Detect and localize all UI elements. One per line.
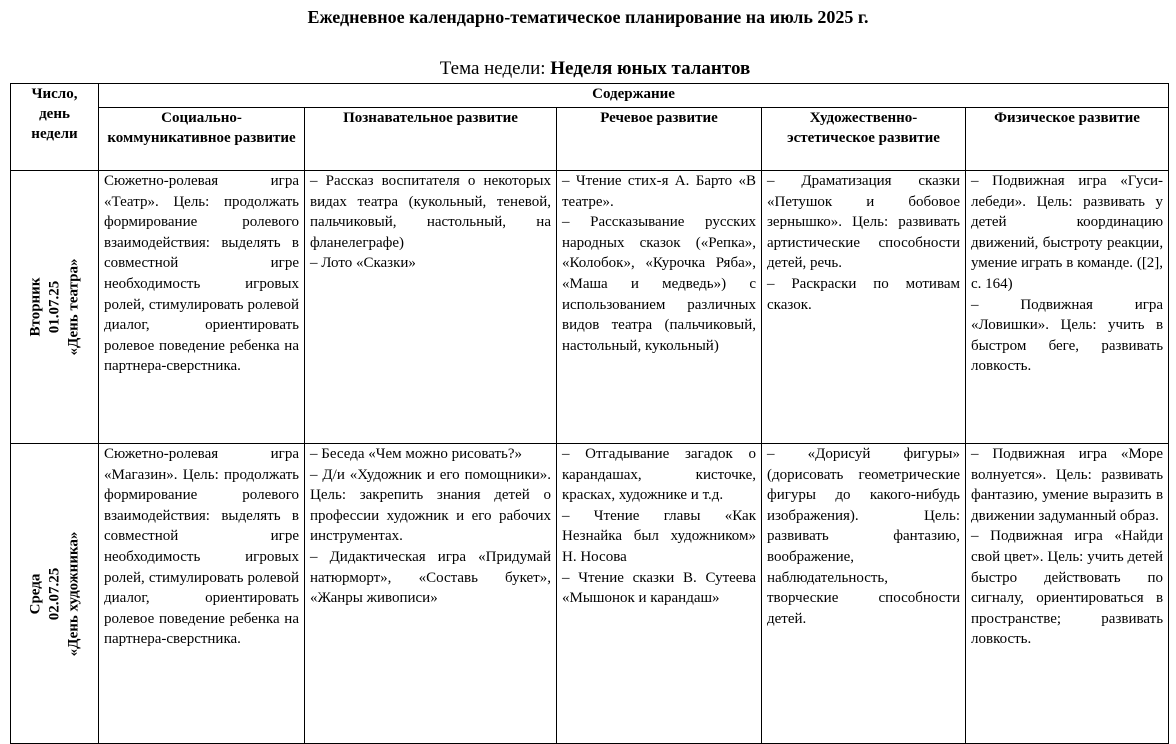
cell-physical <box>966 444 1169 744</box>
cell-paragraph: – Рассказ воспитателя о некоторых видах театра (кукольный, теневой, пальчиковый, настольный, на фланелеграфе) <box>310 173 551 251</box>
column-header-cognitive <box>305 108 557 171</box>
cell-social <box>99 444 305 744</box>
column-header-social <box>99 108 305 171</box>
cell-paragraph: – Подвижная игра «Море волнуется». Цель: развивать фантазию, умение выразить в движении задуманный образ. <box>971 446 1164 524</box>
cell-paragraph: – Беседа «Чем можно рисовать?» <box>310 446 523 462</box>
header-content-label: Содержание <box>592 86 675 102</box>
cell-art <box>762 171 966 444</box>
cell-paragraph: – Чтение главы «Как Незнайка был художником» Н. Носова <box>562 507 756 565</box>
cell-paragraph: – Чтение стих-я А. Барто «В театре». <box>562 173 756 210</box>
column-header-art <box>762 108 966 171</box>
cell-paragraph: – Подвижная игра «Найди свой цвет». Цель: учить детей быстро действовать по сигналу, ориентироваться в пространстве; развивать ловкость. <box>971 528 1164 648</box>
date-label <box>26 531 83 656</box>
cell-physical <box>966 171 1169 444</box>
header-content <box>99 84 1169 108</box>
header-date <box>11 84 99 171</box>
cell-paragraph: Сюжетно-ролевая игра «Магазин». Цель: продолжать формирование ролевого взаимодействия: выделять в совместной игре необходимость игровых ролей, стимулировать ролевой диалог, ориентировать ролевое поведение ребенка на партнера-сверстника. <box>104 446 299 648</box>
cell-cognitive <box>305 444 557 744</box>
cell-art <box>762 444 966 744</box>
table-row <box>11 444 1169 744</box>
cell-speech <box>557 171 762 444</box>
column-header-label: Физическое развитие <box>994 110 1140 126</box>
header-row-columns <box>11 108 1169 171</box>
column-header-label: Речевое развитие <box>600 110 718 126</box>
header-date-label: Число, день недели <box>31 86 78 142</box>
cell-paragraph: – Раскраски по мотивам сказок. <box>767 275 960 313</box>
week-theme-label: Тема недели: <box>439 58 546 79</box>
column-header-label: Художественно-эстетическое развитие <box>787 110 940 146</box>
cell-paragraph: – Д/и «Художник и его помощники». Цель: закрепить знания детей о профессии художник и его рабочих инструментах. <box>310 466 551 545</box>
header-row-top <box>11 84 1169 108</box>
date-cell <box>11 171 99 444</box>
cell-paragraph: – «Дорисуй фигуры» (дорисовать геометрические фигуры до какого-нибудь изображения). Цель: развивать фантазию, воображение, наблюдательность, творческие способности детей. <box>767 446 960 627</box>
date-value: 01.07.25 <box>46 280 62 334</box>
date-label <box>26 258 83 355</box>
cell-paragraph: Сюжетно-ролевая игра «Театр». Цель: продолжать формирование ролевого взаимодействия: выделять в совместной игре необходимость игровых ролей, стимулировать ролевой диалог, ориентировать ролевое поведение ребенка на партнера-сверстника. <box>104 173 299 375</box>
cell-paragraph: – Дидактическая игра «Придумай натюрморт», «Составь букет», «Жанры живописи» <box>310 548 551 607</box>
cell-paragraph: – Подвижная игра «Гуси-лебеди». Цель: развивать у детей координацию движений, быстроту реакции, умение играть в команде. ([2], с. 164) <box>971 173 1164 292</box>
column-header-physical <box>966 108 1169 171</box>
document-title: Ежедневное календарно-тематическое планирование на июль 2025 г. <box>307 7 869 27</box>
cell-social <box>99 171 305 444</box>
column-header-label: Социально-коммуникативное развитие <box>107 110 296 146</box>
cell-paragraph: – Лото «Сказки» <box>310 255 416 272</box>
day-name: Вторник <box>27 277 43 337</box>
cell-speech <box>557 444 762 744</box>
cell-paragraph: – Драматизация сказки «Петушок и бобовое зернышко». Цель: развивать артистические способности детей, речь. <box>767 173 960 272</box>
cell-paragraph: – Отгадывание загадок о карандашах, кисточке, красках, художнике и т.д. <box>562 446 756 504</box>
date-cell <box>11 444 99 744</box>
week-theme-value: Неделя юных талантов <box>550 58 751 79</box>
cell-paragraph: – Чтение сказки В. Сутеева «Мышонок и карандаш» <box>562 569 756 607</box>
day-name: Среда <box>27 573 43 614</box>
cell-paragraph: – Рассказывание русских народных сказок («Репка», «Колобок», «Курочка Ряба», «Маша и медведь») с использованием различных видов театра (пальчиковый, настольный, кукольный) <box>562 214 756 354</box>
cell-paragraph: – Подвижная игра «Ловишки». Цель: учить в быстром беге, развивать ловкость. <box>971 296 1164 375</box>
column-header-label: Познавательное развитие <box>343 110 518 126</box>
day-theme: «День театра» <box>65 258 81 356</box>
week-theme <box>0 57 1176 81</box>
table-row <box>11 171 1169 444</box>
cell-cognitive <box>305 171 557 444</box>
date-value: 02.07.25 <box>46 567 62 620</box>
day-theme: «День художника» <box>65 531 81 656</box>
column-header-speech <box>557 108 762 171</box>
planning-table <box>10 83 1169 744</box>
